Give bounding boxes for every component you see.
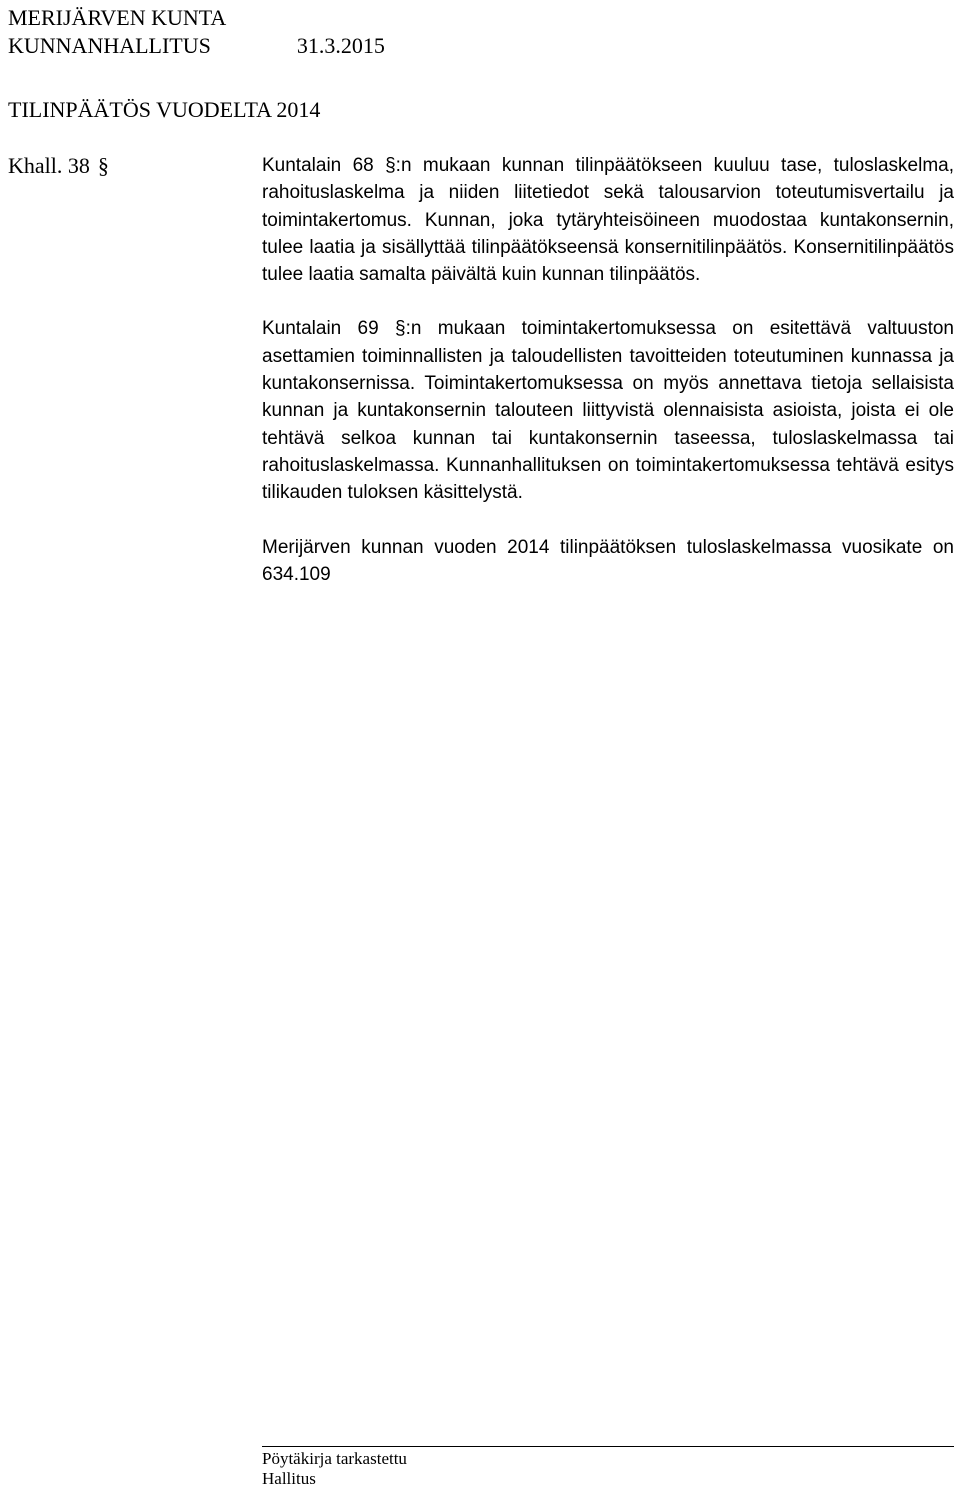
organization-name: MERIJÄRVEN KUNTA xyxy=(8,5,227,30)
paragraph-1: Kuntalain 68 §:n mukaan kunnan tilinpäätökseen kuuluu tase, tuloslaskelma, rahoituslaskelma ja niiden liitetiedot sekä talousarvion toteutumisvertailu ja toimintakertomus. Kunnan, joka tytäryhteisöineen muodostaa kuntakonsernin, tulee laatia ja sisällyttää tilinpäätökseensä konsernitilinpäätös. Konsernitilinpäätös tulee laatia samalta päivältä kuin kunnan tilinpäätös. xyxy=(262,155,954,286)
document-body xyxy=(262,152,954,615)
section-symbol: § xyxy=(97,153,109,178)
document-title: TILINPÄÄTÖS VUODELTA 2014 xyxy=(8,97,321,122)
footer-divider xyxy=(262,1446,954,1447)
paragraph-3: Merijärven kunnan vuoden 2014 tilinpäätöksen tuloslaskelmassa vuosikate on 634.109 xyxy=(262,536,954,585)
footer-reviewed-label: Pöytäkirja tarkastettu xyxy=(262,1449,407,1468)
section-label xyxy=(8,152,109,180)
meeting-date: 31.3.2015 xyxy=(296,33,385,58)
footer-board-label: Hallitus xyxy=(262,1469,316,1488)
header-body-and-date xyxy=(8,32,385,60)
paragraph-2: Kuntalain 69 §:n mukaan toimintakertomuksessa on esitettävä valtuuston asettamien toiminnallisten ja taloudellisten tavoitteiden toteutuminen kunnassa ja kuntakonsernissa. Toimintakertomuksessa on myös annettava tietoja sellaisista kunnan ja kuntakonsernin talouteen liittyvistä olennaisista asioista, joista ei ole tehtävä selkoa kunnan tai kuntakonsernin taseessa, tuloslaskelmassa tai rahoituslaskelmassa. Kunnanhallituksen on toimintakertomuksessa tehtävä esitys tilikauden tuloksen käsittelystä. xyxy=(262,318,954,504)
section-number: Khall. 38 xyxy=(8,153,90,178)
document-footer xyxy=(262,1449,407,1489)
governing-body: KUNNANHALLITUS xyxy=(8,33,211,58)
document-header xyxy=(8,4,385,60)
